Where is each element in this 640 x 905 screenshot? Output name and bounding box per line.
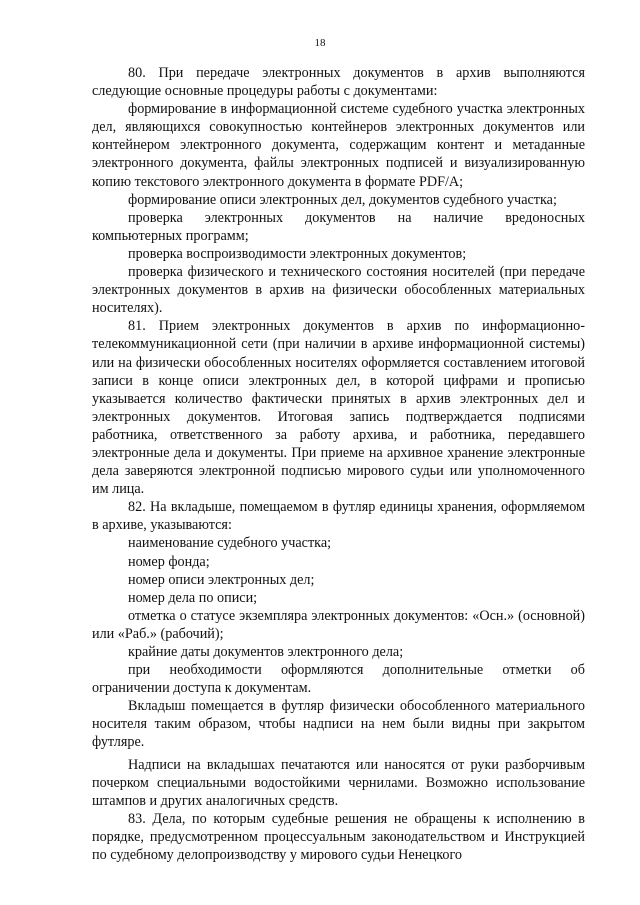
paragraph-82-item-3: номер описи электронных дел;: [128, 571, 315, 588]
paragraph-82-intro: 82. На вкладыше, помещаемом в футляр единицы хранения, оформляемом в архиве, указываются:: [92, 499, 585, 534]
paragraph-80-item-2: формирование описи электронных дел, документов судебного участка;: [128, 191, 557, 208]
paragraph-82-item-7: при необходимости оформляются дополнительные отметки об ограничении доступа к документам.: [92, 662, 585, 697]
paragraph-80-item-1: формирование в информационной системе судебного участка электронных дел, являющихся совокупностью контейнеров электронных документов или контейнером электронного документа, содержащим контент и метаданные электронного документа, файлы электронных подписей и визуализированную копию текстового электронного документа в формате PDF/A;: [92, 101, 585, 190]
paragraph-80-item-4: проверка воспроизводимости электронных документов;: [128, 245, 467, 262]
paragraph-82-item-5: отметка о статусе экземпляра электронных документов: «Осн.» (основной) или «Раб.» (рабочий);: [92, 607, 585, 642]
document-body: [92, 64, 585, 864]
paragraph-81: 81. Прием электронных документов в архив по информационно-телекоммуникационной сети (при наличии в архиве информационной системы) или на физически обособленных носителях оформляется составлением итоговой записи в конце описи электронных дел, в которой цифрами и прописью указывается количество фактически принятых в архив электронных дел и электронных документов. Итоговая запись подтверждается подписями работника, ответственного за работу архива, и работника, передавшего электронные дела и документы. При приеме на архивное хранение электронные дела заверяются электронной подписью мирового судьи или уполномоченного им лица.: [92, 318, 585, 498]
paragraph-83: 83. Дела, по которым судебные решения не обращены к исполнению в порядке, предусмотренном процессуальным законодательством и Инструкцией по судебному делопроизводству у мирового судьи Ненецкого: [92, 810, 585, 864]
paragraph-82-item-1: наименование судебного участка;: [128, 535, 332, 552]
page-number: 18: [314, 37, 326, 49]
paragraph-80-item-3: проверка электронных документов на наличие вредоносных компьютерных программ;: [92, 209, 585, 244]
paragraph-82-item-2: номер фонда;: [128, 553, 210, 570]
paragraph-80-intro: 80. При передаче электронных документов в архив выполняются следующие основные процедуры работы с документами:: [92, 65, 585, 100]
paragraph-80-item-5: проверка физического и технического состояния носителей (при передаче электронных документов в архив на физически обособленных материальных носителях).: [92, 264, 585, 317]
paragraph-82-insert: Вкладыш помещается в футляр физически обособленного материального носителя таким образом, чтобы надписи на нем были видны при закрытом футляре.: [92, 698, 585, 751]
paragraph-82-item-6: крайние даты документов электронного дела;: [128, 644, 404, 660]
paragraph-82-item-4: номер дела по описи;: [128, 589, 258, 606]
paragraph-82-labels: Надписи на вкладышах печатаются или наносятся от руки разборчивым почерком специальными водостойкими чернилами. Возможно использование штампов и других аналогичных средств.: [92, 756, 585, 809]
